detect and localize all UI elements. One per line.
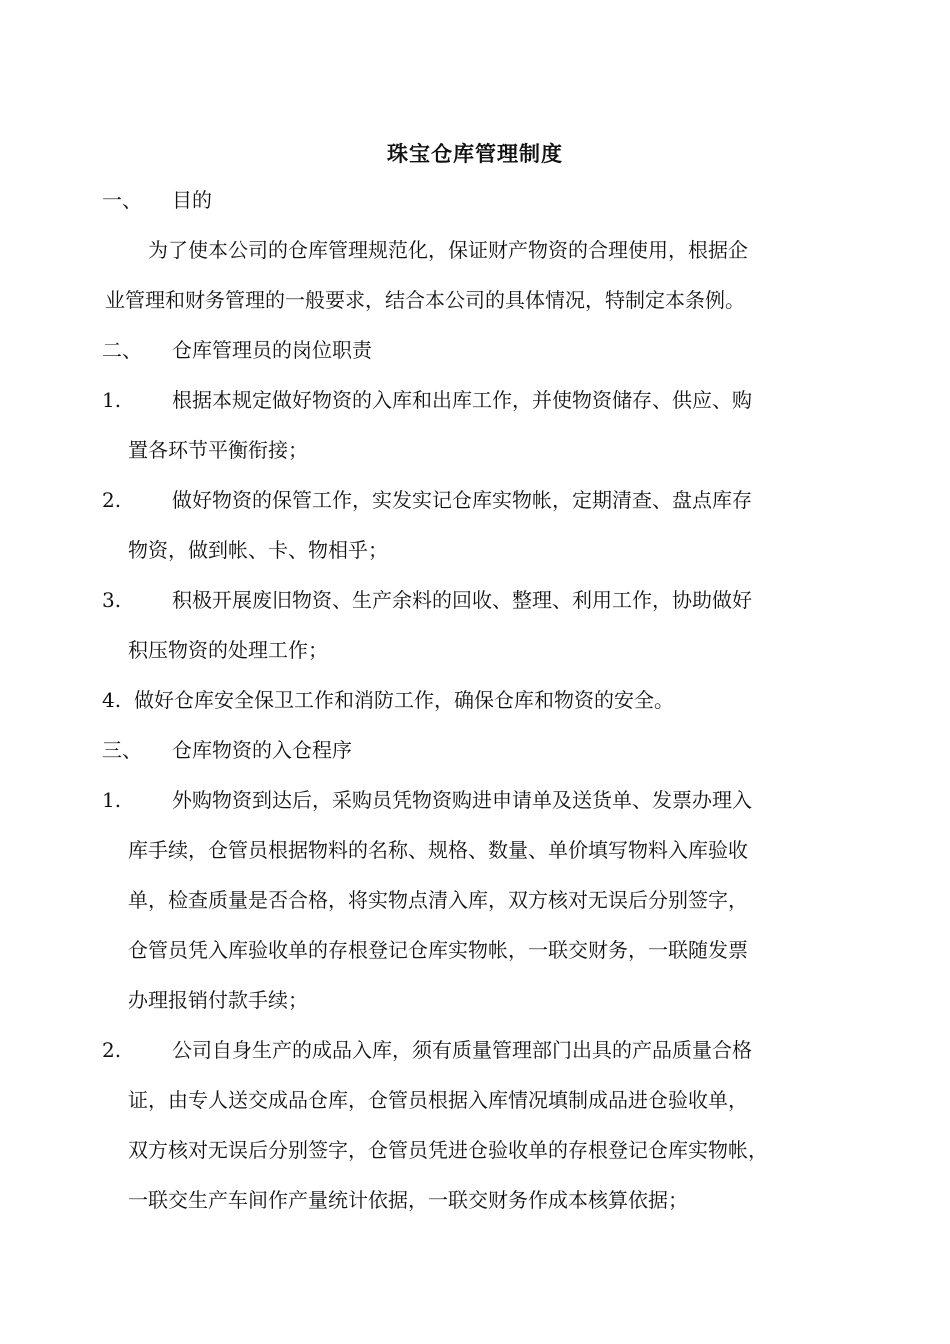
section-2-heading: 仓库管理员的岗位职责 bbox=[172, 338, 372, 362]
list-item-line: 办理报销付款手续； bbox=[128, 988, 308, 1012]
list-item-line: 做好仓库安全保卫工作和消防工作，确保仓库和物资的安全。 bbox=[134, 688, 674, 712]
list-item-marker: 4. bbox=[102, 688, 122, 712]
list-item-line: 积极开展废旧物资、生产余料的回收、整理、利用工作，协助做好 bbox=[172, 588, 752, 612]
paragraph-line: 为了使本公司的仓库管理规范化，保证财产物资的合理使用，根据企 bbox=[148, 238, 748, 262]
list-item-marker: 1. bbox=[102, 388, 122, 412]
list-item-line: 物资，做到帐、卡、物相乎； bbox=[128, 538, 388, 562]
list-item-line: 置各环节平衡衔接； bbox=[128, 438, 308, 462]
section-1-heading: 目的 bbox=[172, 188, 212, 212]
section-3-marker: 三、 bbox=[102, 738, 142, 762]
list-item-line: 单，检查质量是否合格，将实物点清入库，双方核对无误后分别签字， bbox=[128, 888, 748, 912]
list-item-marker: 2. bbox=[102, 1038, 122, 1062]
paragraph-line: 业管理和财务管理的一般要求，结合本公司的具体情况，特制定本条例。 bbox=[105, 288, 745, 312]
list-item-marker: 2. bbox=[102, 488, 122, 512]
list-item-line: 根据本规定做好物资的入库和出库工作，并使物资储存、供应、购 bbox=[172, 388, 752, 412]
list-item-line: 证，由专人送交成品仓库，仓管员根据入库情况填制成品进仓验收单， bbox=[128, 1088, 748, 1112]
list-item-line: 积压物资的处理工作； bbox=[128, 638, 328, 662]
document-title: 珠宝仓库管理制度 bbox=[387, 142, 563, 166]
list-item-marker: 3. bbox=[102, 588, 122, 612]
list-item-line: 一联交生产车间作产量统计依据，一联交财务作成本核算依据； bbox=[128, 1188, 688, 1212]
section-2-marker: 二、 bbox=[102, 338, 142, 362]
section-3-heading: 仓库物资的入仓程序 bbox=[172, 738, 352, 762]
list-item-line: 库手续，仓管员根据物料的名称、规格、数量、单价填写物料入库验收 bbox=[128, 838, 748, 862]
list-item-line: 仓管员凭入库验收单的存根登记仓库实物帐，一联交财务，一联随发票 bbox=[128, 938, 748, 962]
list-item-line: 外购物资到达后，采购员凭物资购进申请单及送货单、发票办理入 bbox=[172, 788, 752, 812]
section-1-marker: 一、 bbox=[102, 188, 142, 212]
list-item-marker: 1. bbox=[102, 788, 122, 812]
list-item-line: 双方核对无误后分别签字，仓管员凭进仓验收单的存根登记仓库实物帐， bbox=[128, 1138, 768, 1162]
list-item-line: 做好物资的保管工作，实发实记仓库实物帐，定期清查、盘点库存 bbox=[172, 488, 752, 512]
list-item-line: 公司自身生产的成品入库，须有质量管理部门出具的产品质量合格 bbox=[172, 1038, 752, 1062]
